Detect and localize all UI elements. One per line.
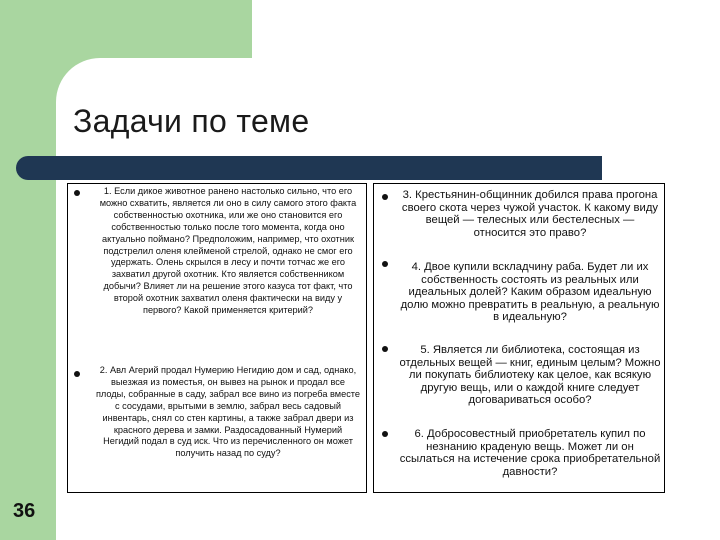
bullet-icon	[74, 190, 80, 196]
right-text-box	[373, 183, 665, 493]
bullet-icon	[382, 431, 388, 437]
task-text-3: 3. Крестьянин-общинник добился права прогона своего скота через чужой участок. К какому виду вещей — телесных или бестелесных — относится это право?	[401, 189, 659, 239]
task-text-1: 1. Если дикое животное ранено настолько сильно, что его можно схватить, является ли оно в силу самого этого факта собственностью охотника, или же оно становится его собственностью только после того момента, когда оно актуально поймано? Предположим, например, что охотник подстрелил оленя клейменой стрелой, однако не смог его удержать. Олень скрылся в лесу и почти тотчас же его захватил другой охотник. Кто является собственником добычи? Влияет ли на решение этого казуса тот факт, что второй охотник захватил оленя фактически на виду у первого? Какой применяется критерий?	[99, 186, 357, 316]
bullet-icon	[382, 261, 388, 267]
bullet-icon	[382, 346, 388, 352]
bullet-icon	[74, 371, 80, 377]
bullet-icon	[382, 194, 388, 200]
page-number: 36	[13, 500, 36, 522]
title-bar	[16, 156, 602, 180]
left-text-box	[67, 183, 367, 493]
task-text-5: 5. Является ли библиотека, состоящая из отдельных вещей — книг, единым целым? Можно ли покупать библиотеку как целое, как всякую другую вещь, или о каждой книге следует договариваться особо?	[399, 344, 661, 406]
slide-title: Задачи по теме	[73, 103, 310, 139]
task-text-2: 2. Авл Агерий продал Нумерию Негидию дом и сад, однако, выезжая из поместья, он вывез на рынок и продал все плоды, собранные в саду, забрал все вино из погреба вместе с сосудами, врытыми в землю, забрал весь садовый инвентарь, снял со стен картины, а также забрал двери из красного дерева и замки. Раздосадованный Нумерий Негидий подал в суд иск. Что из перечисленного он может получить назад по суду?	[95, 365, 361, 459]
task-text-6: 6. Добросовестный приобретатель купил по незнанию краденую вещь. Может ли он ссылаться на истечение срока приобретательной давности?	[399, 428, 661, 478]
task-text-4: 4. Двое купили вскладчину раба. Будет ли их собственность состоять из реальных или идеальных долей? Каким образом идеальную долю можно превратить в реальную, а реальную в идеальную?	[400, 261, 660, 323]
